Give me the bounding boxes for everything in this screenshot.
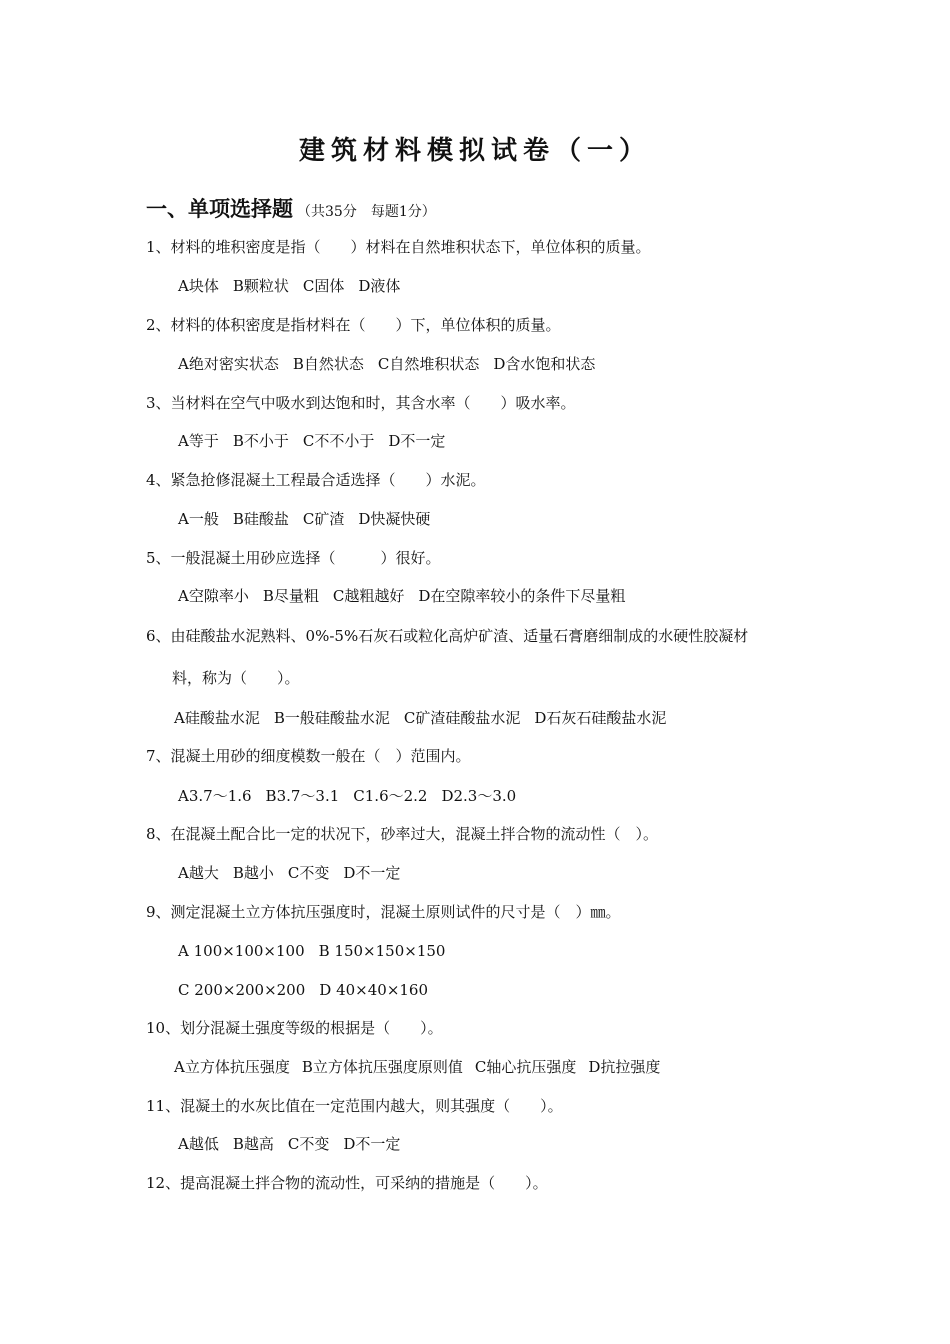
option-b: B3.7～3.1	[265, 787, 340, 805]
option-c: C矿渣	[302, 510, 345, 528]
question-11: 11、混凝土的水灰比值在一定范围内越大，则其强度（ ）。	[146, 1097, 563, 1115]
option-b: B一般硅酸盐水泥	[273, 709, 390, 727]
option-c: C1.6～2.2	[353, 787, 428, 805]
option-b: B自然状态	[292, 355, 364, 373]
question-6-continuation: 料，称为（ ）。	[172, 669, 300, 687]
option-a: A绝对密实状态	[178, 355, 279, 373]
option-d: D抗拉强度	[588, 1058, 661, 1076]
section-heading	[146, 193, 436, 223]
option-a: A块体	[178, 277, 219, 295]
question-5: 5、一般混凝土用砂应选择（ ）很好。	[146, 549, 441, 567]
question-2-options	[178, 354, 595, 374]
question-4-options	[178, 509, 430, 529]
question-9-options-row-2	[178, 980, 428, 1000]
option-c: C轴心抗压强度	[474, 1058, 577, 1076]
question-7-options	[178, 786, 516, 806]
option-a: A3.7～1.6	[178, 787, 252, 805]
option-c: C自然堆积状态	[377, 355, 480, 373]
option-b: B 150×150×150	[318, 942, 446, 960]
option-a: A越低	[178, 1135, 219, 1153]
option-c: C矿渣硅酸盐水泥	[403, 709, 521, 727]
option-c: C越粗越好	[332, 587, 405, 605]
option-b: B不小于	[232, 432, 289, 450]
option-d: D液体	[358, 277, 401, 295]
option-a: A一般	[178, 510, 219, 528]
question-7: 7、混凝土用砂的细度模数一般在（ ）范围内。	[146, 747, 471, 765]
question-8-options	[178, 863, 400, 883]
section-note: （共35分 每题1分）	[297, 204, 436, 220]
section-title: 一、单项选择题	[146, 197, 293, 221]
question-10-options	[174, 1057, 660, 1077]
option-b: B立方体抗压强度原则值	[301, 1058, 463, 1076]
question-1-options	[178, 276, 400, 296]
option-d: D石灰石硅酸盐水泥	[534, 709, 667, 727]
question-3: 3、当材料在空气中吸水到达饱和时，其含水率（ ）吸水率。	[146, 394, 576, 412]
question-4: 4、紧急抢修混凝土工程最合适选择（ ）水泥。	[146, 471, 486, 489]
option-d: D不一定	[343, 1135, 401, 1153]
option-a: A硅酸盐水泥	[174, 709, 260, 727]
question-1: 1、材料的堆积密度是指（ ）材料在自然堆积状态下，单位体积的质量。	[146, 238, 651, 256]
option-b: B硅酸盐	[232, 510, 289, 528]
option-b: B尽量粗	[262, 587, 319, 605]
option-c: C固体	[302, 277, 345, 295]
option-c: C不变	[287, 864, 330, 882]
question-9: 9、测定混凝土立方体抗压强度时，混凝土原则试件的尺寸是（ ）㎜。	[146, 903, 621, 921]
option-d: D 40×40×160	[319, 981, 429, 999]
option-d: D2.3～3.0	[441, 787, 517, 805]
question-6-options	[174, 708, 666, 728]
option-a: A越大	[178, 864, 219, 882]
question-9-options	[178, 941, 445, 961]
page-title: 建筑材料模拟试卷（一）	[298, 136, 651, 166]
question-10: 10、划分混凝土强度等级的根据是（ ）。	[146, 1019, 443, 1037]
question-2: 2、材料的体积密度是指材料在（ ）下，单位体积的质量。	[146, 316, 561, 334]
option-d: D含水饱和状态	[493, 355, 596, 373]
option-d: D不一定	[388, 432, 446, 450]
question-12: 12、提高混凝土拌合物的流动性，可采纳的措施是（ ）。	[146, 1174, 548, 1192]
option-a: A空隙率小	[178, 587, 249, 605]
question-5-options	[178, 586, 625, 606]
option-b: B颗粒状	[232, 277, 289, 295]
option-c: C不变	[287, 1135, 330, 1153]
question-6: 6、由硅酸盐水泥熟料、0%-5%石灰石或粒化高炉矿渣、适量石膏磨细制成的水硬性胶凝材	[146, 627, 749, 645]
option-d: D不一定	[343, 864, 401, 882]
option-a: A 100×100×100	[178, 942, 305, 960]
option-a: A立方体抗压强度	[174, 1058, 290, 1076]
option-d: D在空隙率较小的条件下尽量粗	[418, 587, 626, 605]
option-c: C 200×200×200	[178, 981, 306, 999]
option-d: D快凝快硬	[358, 510, 431, 528]
option-c: C不不小于	[302, 432, 375, 450]
question-3-options	[178, 431, 445, 451]
option-b: B越高	[232, 1135, 274, 1153]
option-a: A等于	[178, 432, 219, 450]
question-8: 8、在混凝土配合比一定的状况下，砂率过大，混凝土拌合物的流动性（ ）。	[146, 825, 659, 843]
option-b: B越小	[232, 864, 274, 882]
question-11-options	[178, 1134, 400, 1154]
